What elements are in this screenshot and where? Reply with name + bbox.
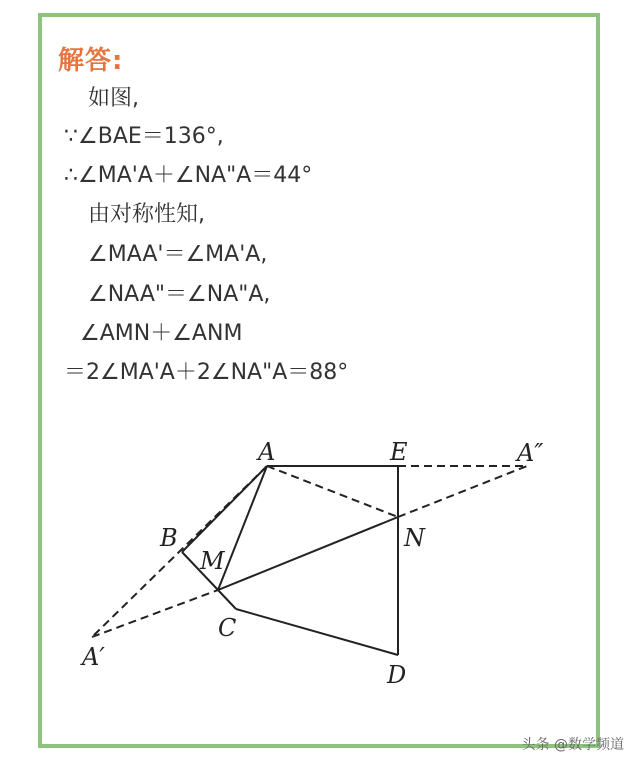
- solution-line-4: 由对称性知,: [88, 202, 205, 227]
- solution-line-2: ∵∠BAE＝136°,: [64, 124, 224, 149]
- label-C: C: [218, 614, 237, 642]
- solution-line-3: ∴∠MA'A＋∠NA"A＝44°: [64, 163, 313, 188]
- watermark: 头条 @数学频道: [521, 737, 624, 753]
- solution-line-8: ＝2∠MA'A＋2∠NA"A＝88°: [64, 360, 349, 385]
- segment-AM: [218, 466, 267, 590]
- solution-line-6: ∠NAA"＝∠NA"A,: [88, 282, 271, 307]
- solution-line-1: 如图,: [88, 86, 139, 111]
- solution-heading: 解答:: [58, 46, 124, 76]
- label-A-double-prime: A″: [517, 439, 544, 467]
- dashed-NA2: [398, 466, 527, 517]
- segment-MN: [218, 517, 398, 590]
- label-N: N: [404, 524, 425, 552]
- label-B: B: [160, 524, 178, 552]
- segment-DC: [236, 609, 398, 655]
- solution-line-7: ∠AMN＋∠ANM: [80, 321, 243, 346]
- dashed-AN: [267, 466, 398, 517]
- label-M: M: [200, 547, 225, 575]
- label-D: D: [387, 661, 407, 689]
- solution-line-5: ∠MAA'＝∠MA'A,: [88, 242, 268, 267]
- label-A: A: [258, 438, 276, 466]
- label-A-prime: A′: [82, 643, 105, 671]
- label-E: E: [390, 438, 408, 466]
- dashed-A1M: [92, 590, 218, 637]
